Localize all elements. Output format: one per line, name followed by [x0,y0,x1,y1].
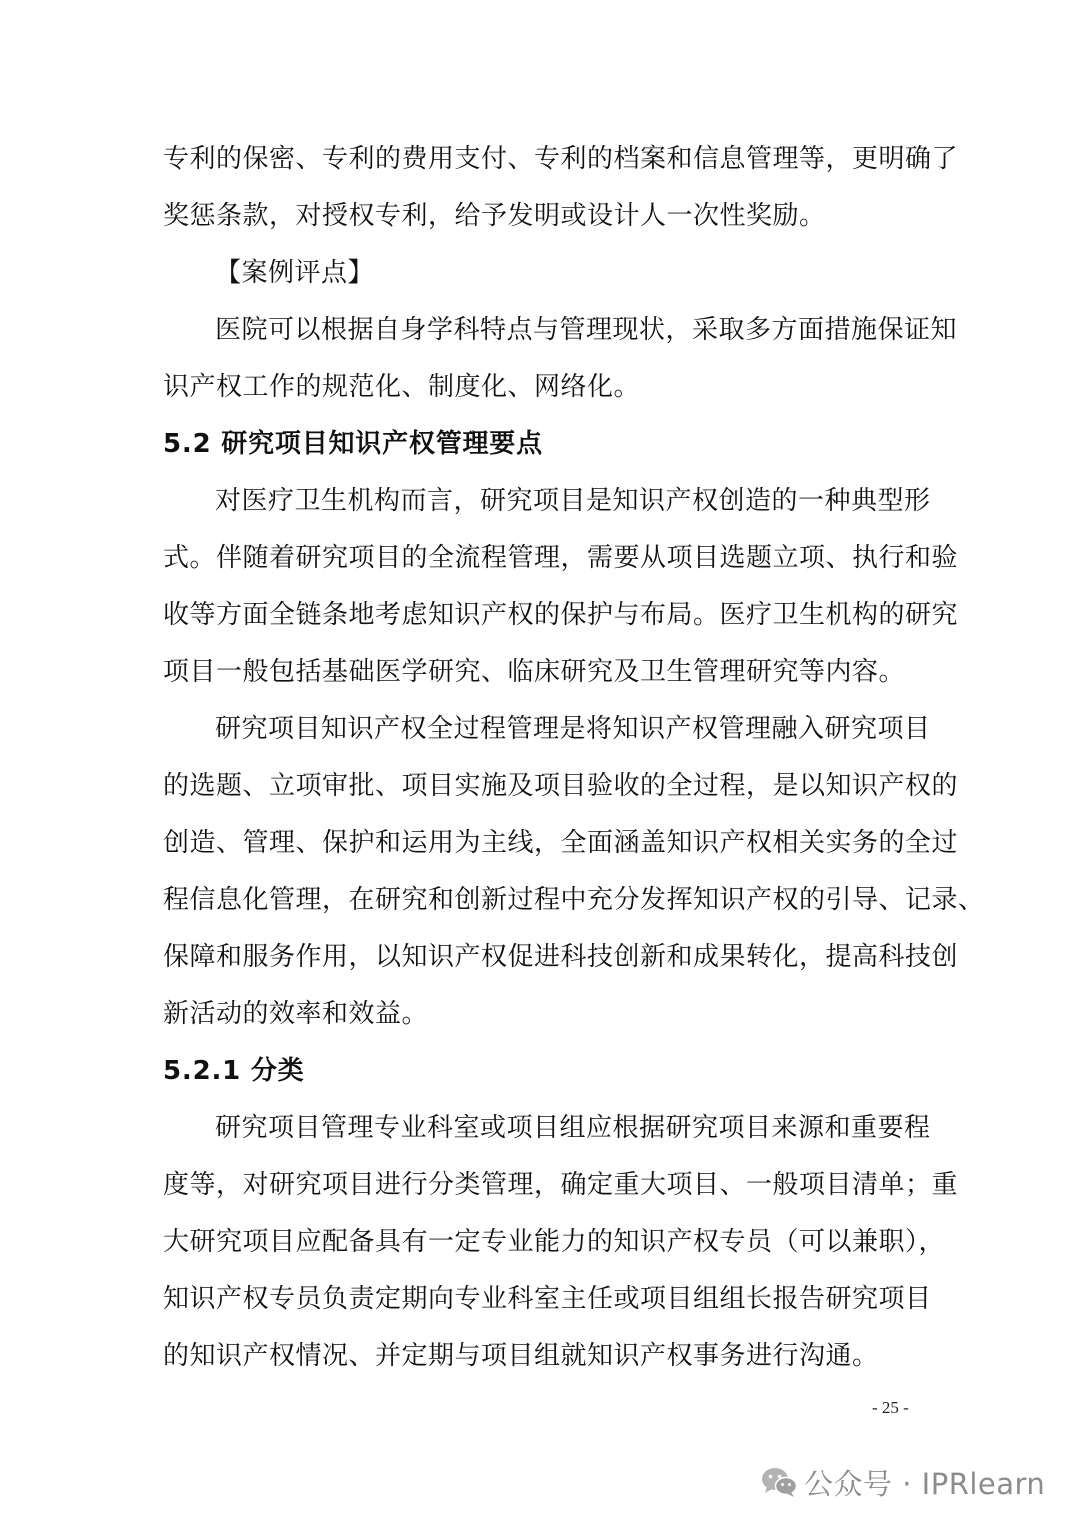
paragraph-line: 新活动的效率和效益。 [163,999,429,1029]
paragraph-line: 研究项目管理专业科室或项目组应根据研究项目来源和重要程 [215,1113,931,1143]
page-number: - 25 - [872,1398,909,1417]
paragraph-line: 的知识产权情况、并定期与项目组就知识产权事务进行沟通。 [163,1341,879,1371]
section-heading-5-2: 5.2 研究项目知识产权管理要点 [163,429,543,459]
paragraph-line: 奖惩条款，对授权专利，给予发明或设计人一次性奖励。 [163,201,826,231]
paragraph-line: 程信息化管理，在研究和创新过程中充分发挥知识产权的引导、记录、 [163,885,985,915]
paragraph-line: 度等，对研究项目进行分类管理，确定重大项目、一般项目清单；重 [163,1170,959,1200]
paragraph-line: 的选题、立项审批、项目实施及项目验收的全过程，是以知识产权的 [163,771,959,801]
paragraph-line: 专利的保密、专利的费用支付、专利的档案和信息管理等，更明确了 [163,144,959,174]
section-heading-5-2-1: 5.2.1 分类 [163,1056,305,1086]
case-comment-label: 【案例评点】 [215,258,375,288]
wechat-icon [760,1465,798,1499]
paragraph-line: 收等方面全链条地考虑知识产权的保护与布局。医疗卫生机构的研究 [163,600,959,630]
paragraph-line: 识产权工作的规范化、制度化、网络化。 [163,372,641,402]
paragraph-line: 对医疗卫生机构而言，研究项目是知识产权创造的一种典型形 [215,486,931,516]
paragraph-line: 医院可以根据自身学科特点与管理现状，采取多方面措施保证知 [215,315,958,345]
watermark-text: 公众号 · IPRlearn [804,1466,1046,1501]
paragraph-line: 项目一般包括基础医学研究、临床研究及卫生管理研究等内容。 [163,657,906,687]
paragraph-line: 知识产权专员负责定期向专业科室主任或项目组组长报告研究项目 [163,1284,932,1314]
watermark [760,1460,1045,1504]
paragraph-line: 式。伴随着研究项目的全流程管理，需要从项目选题立项、执行和验 [163,543,959,573]
paragraph-line: 保障和服务作用，以知识产权促进科技创新和成果转化，提高科技创 [163,942,959,972]
paragraph-line: 研究项目知识产权全过程管理是将知识产权管理融入研究项目 [215,714,931,744]
paragraph-line: 大研究项目应配备具有一定专业能力的知识产权专员（可以兼职）， [163,1227,946,1257]
paragraph-line: 创造、管理、保护和运用为主线，全面涵盖知识产权相关实务的全过 [163,828,959,858]
